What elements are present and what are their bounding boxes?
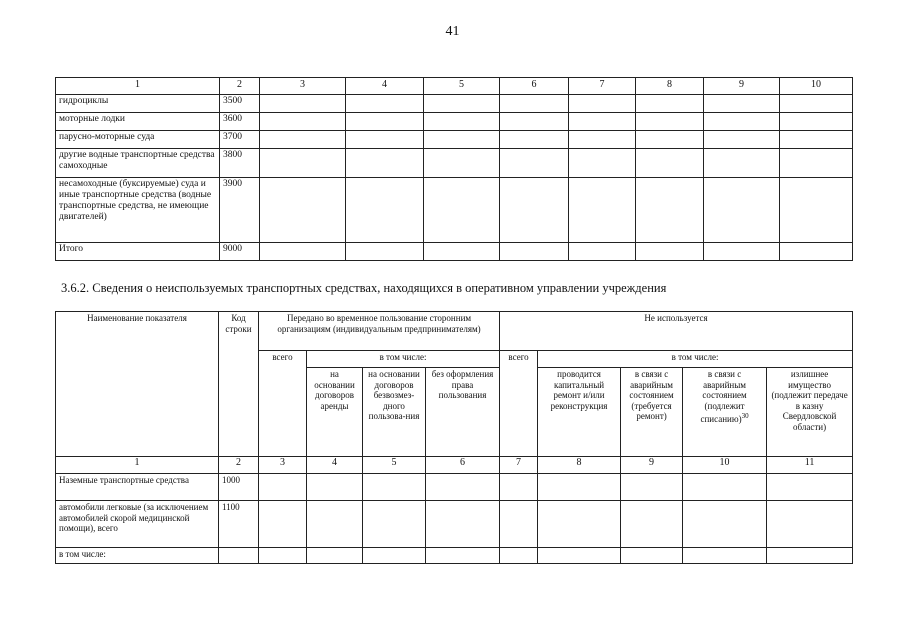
table-row: [56, 178, 853, 243]
section-title: 3.6.2. Сведения о неиспользуемых транспортных средствах, находящихся в оперативном управлении учреждения: [61, 281, 667, 295]
row-code: 1000: [219, 474, 259, 501]
header-total-transferred: всего: [259, 351, 307, 457]
column-number-row: [56, 457, 853, 474]
row-code: 3800: [220, 149, 260, 178]
table-row: [56, 149, 853, 178]
col-num: 9: [621, 457, 683, 474]
header-not-used: Не используется: [500, 312, 853, 351]
column-number-row: [56, 78, 853, 95]
row-code: 1100: [219, 501, 259, 548]
col-num: 1: [56, 457, 219, 474]
header-emergency-repair: в связи с аварийным состоянием (требуется ремонт): [621, 368, 683, 457]
header-repair: проводится капитальный ремонт и/или реконструкция: [538, 368, 621, 457]
row-code: 3700: [220, 131, 260, 149]
row-code: 9000: [220, 243, 260, 261]
col-num: 5: [363, 457, 426, 474]
header-free-use: на основании договоров безвозмез-дного пользова-ния: [363, 368, 426, 457]
row-name: другие водные транспортные средства самоходные: [56, 149, 220, 178]
col-num: 3: [259, 457, 307, 474]
col-num: 10: [683, 457, 767, 474]
table-row: [56, 95, 853, 113]
header-no-docs: без оформления права пользования: [426, 368, 500, 457]
row-name: парусно-моторные суда: [56, 131, 220, 149]
row-code: [219, 548, 259, 564]
row-name: в том числе:: [56, 548, 219, 564]
table-row: [56, 131, 853, 149]
footnote-marker: 30: [741, 412, 749, 420]
col-num: 7: [569, 78, 636, 95]
col-num: 9: [704, 78, 780, 95]
col-num: 6: [426, 457, 500, 474]
header-name: Наименование показателя: [56, 312, 219, 457]
row-code: 3900: [220, 178, 260, 243]
col-num: 3: [260, 78, 346, 95]
table-row: [56, 548, 853, 564]
col-num: 7: [500, 457, 538, 474]
row-code: 3600: [220, 113, 260, 131]
table-row: [56, 474, 853, 501]
row-name: несамоходные (буксируемые) суда и иные транспортные средства (водные транспортные средства, не имеющие двигателей): [56, 178, 220, 243]
header-including-transferred: в том числе:: [307, 351, 500, 368]
header-writeoff-text: в связи с аварийным состоянием (подлежит списанию): [700, 369, 747, 424]
header-row-1: [56, 312, 853, 351]
row-name: гидроциклы: [56, 95, 220, 113]
row-name: автомобили легковые (за исключением автомобилей скорой медицинской помощи), всего: [56, 501, 219, 548]
row-name: моторные лодки: [56, 113, 220, 131]
col-num: 4: [307, 457, 363, 474]
col-num: 2: [219, 457, 259, 474]
page-number: 41: [445, 24, 460, 39]
header-transferred: Передано во временное пользование сторонним организациям (индивидуальным предпринимателям): [259, 312, 500, 351]
col-num: 2: [220, 78, 260, 95]
col-num: 11: [767, 457, 853, 474]
table-row-total: [56, 243, 853, 261]
table-row: [56, 113, 853, 131]
header-total-not-used: всего: [500, 351, 538, 457]
col-num: 4: [346, 78, 424, 95]
header-surplus: излишнее имущество (подлежит передаче в казну Свердловской области): [767, 368, 853, 457]
row-name: Итого: [56, 243, 220, 261]
col-num: 8: [636, 78, 704, 95]
col-num: 8: [538, 457, 621, 474]
unused-vehicles-table: [55, 311, 853, 564]
row-code: 3500: [220, 95, 260, 113]
header-code: Код строки: [219, 312, 259, 457]
row-name: Наземные транспортные средства: [56, 474, 219, 501]
col-num: 6: [500, 78, 569, 95]
table-row: [56, 501, 853, 548]
col-num: 10: [780, 78, 853, 95]
header-lease: на основании договоров аренды: [307, 368, 363, 457]
col-num: 1: [56, 78, 220, 95]
vehicles-table-continued: [55, 77, 853, 261]
header-writeoff: [683, 368, 767, 457]
col-num: 5: [424, 78, 500, 95]
header-including-not-used: в том числе:: [538, 351, 853, 368]
